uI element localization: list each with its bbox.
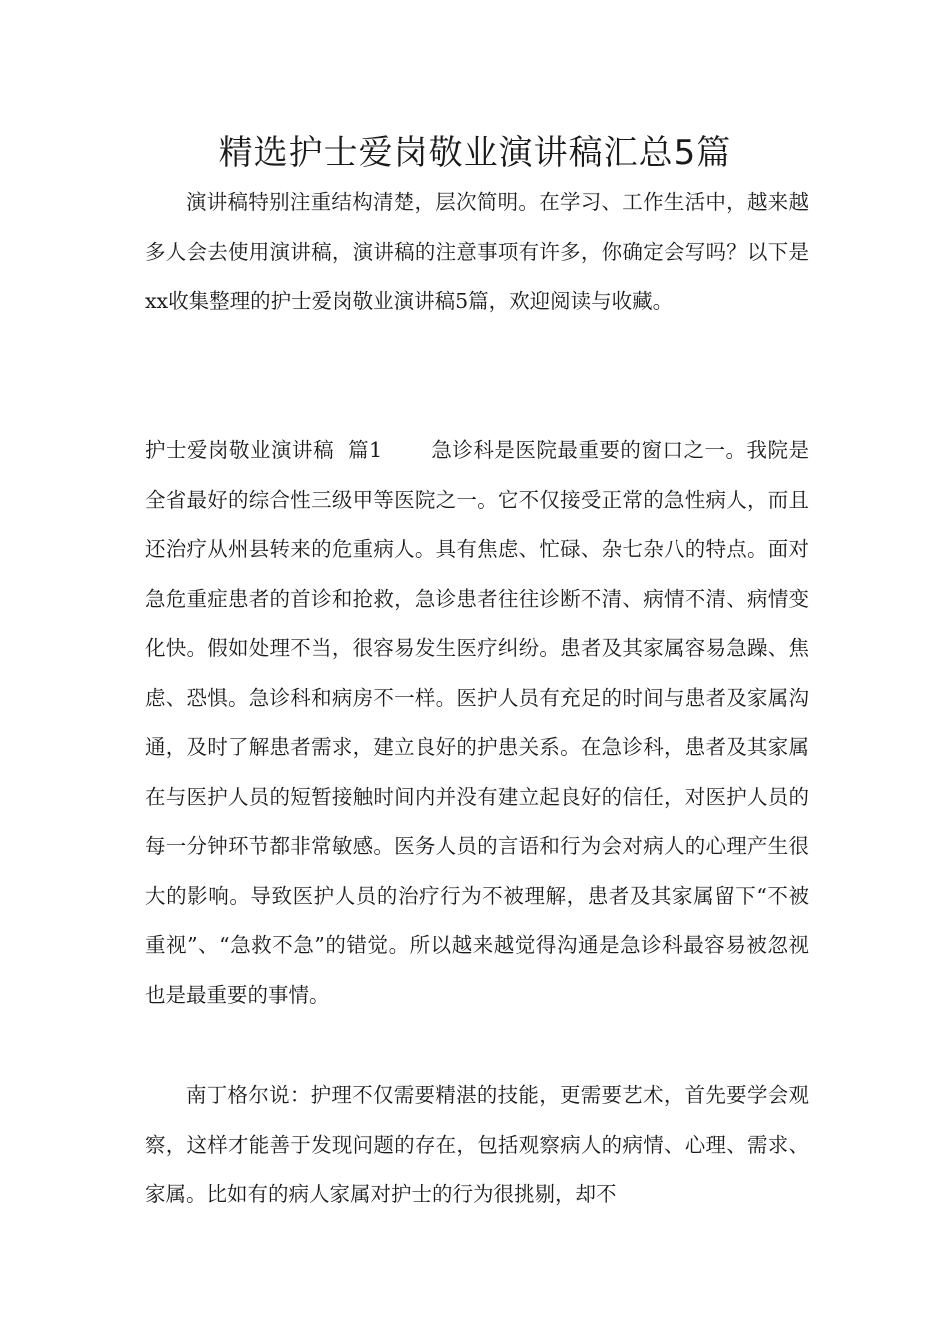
document-title: 精选护士爱岗敬业演讲稿汇总5篇 (218, 133, 732, 173)
intro-paragraph: 演讲稿特别注重结构清楚，层次简明。在学习、工作生活中，越来越多人会去使用演讲稿，演讲稿的注意事项有许多，你确定会写吗？以下是xx收集整理的护士爱岗敬业演讲稿5篇，欢迎阅读与收藏。 (145, 190, 809, 313)
nightingale-paragraph: 南丁格尔说：护理不仅需要精湛的技能，更需要艺术，首先要学会观察，这样才能善于发现问题的存在，包括观察病人的病情、心理、需求、家属。比如有的病人家属对护士的行为很挑剔，却不 (145, 1083, 809, 1206)
section-1-paragraph: 急诊科是医院最重要的窗口之一。我院是全省最好的综合性三级甲等医院之一。它不仅接受正常的急性病人，而且还治疗从州县转来的危重病人。具有焦虑、忙碌、杂七杂八的特点。面对急危重症患者的首诊和抢救，急诊患者往往诊断不清、病情不清、病情变化快。假如处理不当，很容易发生医疗纠纷。患者及其家属容易急躁、焦虑、恐惧。急诊科和病房不一样。医护人员有充足的时间与患者及家属沟通，及时了解患者需求，建立良好的护患关系。在急诊科，患者及其家属在与医护人员的短暂接触时间内并没有建立起良好的信任，对医护人员的每一分钟环节都非常敏感。医务人员的言语和行为会对病人的心理产生很大的影响。导致医护人员的治疗行为不被理解，患者及其家属留下“不被重视”、“急救不急”的错觉。所以越来越觉得沟通是急诊科最容易被忽视也是最重要的事情。 (145, 438, 809, 1007)
section-1-heading: 护士爱岗敬业演讲稿 篇1 (145, 438, 432, 462)
section-1 (145, 426, 809, 1020)
